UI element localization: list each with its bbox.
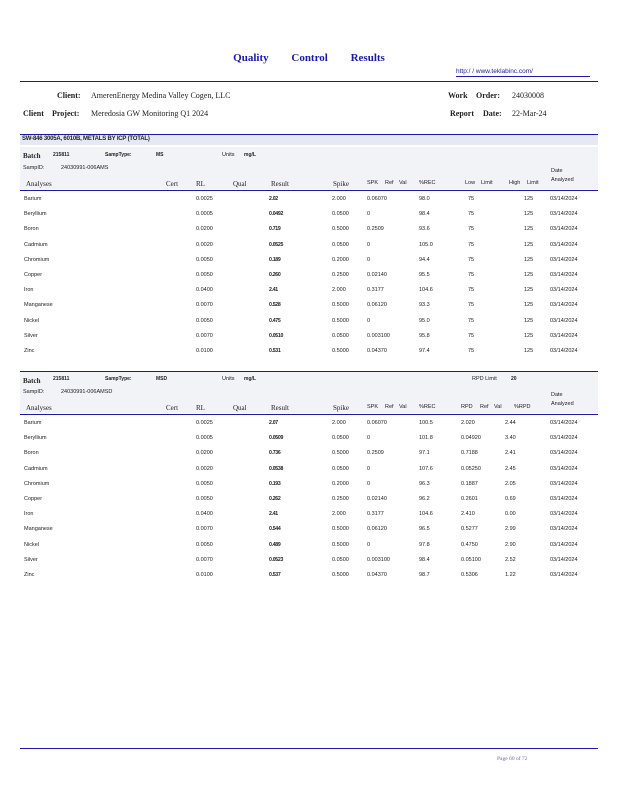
batch1-samptype-value: MS	[156, 152, 164, 158]
cell-rpd: 1.22	[505, 572, 516, 578]
cell-rl: 0.0025	[196, 196, 213, 202]
cell-date: 03/14/2024	[550, 435, 578, 442]
cell-high: 125	[524, 256, 534, 263]
cell-high: 125	[524, 348, 534, 354]
batch1-sampid-label: SampID:	[23, 165, 45, 171]
cell-spike: 0.5000	[332, 572, 349, 578]
cell-rpd: 2.44	[505, 420, 516, 426]
cell-result: 0.531	[269, 348, 281, 354]
batch2-units-value: mg/L	[244, 376, 256, 382]
cell-result: 0.489	[269, 541, 281, 548]
batch1-col-rl: RL	[196, 180, 205, 188]
cell-analyte: Chromium	[24, 480, 50, 487]
cell-rl: 0.0400	[196, 287, 213, 294]
project-value: Meredosia GW Monitoring Q1 2024	[91, 109, 209, 118]
cell-low: 75	[468, 226, 475, 233]
cell-rl: 0.0025	[196, 420, 213, 426]
cell-rpd: 0.69	[505, 496, 516, 502]
batch1-col-val: Val	[399, 180, 407, 186]
work-order-label-a: Work	[448, 91, 468, 100]
cell-rec: 97.1	[419, 450, 430, 457]
cell-analyte: Copper	[24, 496, 43, 502]
cell-rpd: 2.99	[505, 526, 516, 533]
batch2-col-rpd-ref: Ref	[480, 404, 489, 410]
cell-low: 75	[468, 272, 475, 278]
batch1-col-ref: Ref	[385, 180, 394, 186]
cell-rl: 0.0050	[196, 317, 213, 324]
cell-analyte: Beryllium	[24, 435, 47, 442]
cell-rec: 95.5	[419, 272, 430, 278]
cell-ref: 0	[367, 465, 371, 472]
cell-date: 03/14/2024	[550, 211, 578, 218]
batch1-units-value: mg/L	[244, 152, 256, 158]
batch2-rpd-limit-label: RPD Limit	[472, 376, 497, 382]
cell-spike: 0.2500	[332, 496, 349, 502]
batch2-col-val: Val	[399, 404, 407, 410]
cell-rec: 96.3	[419, 480, 430, 487]
cell-result: 0.736	[269, 450, 281, 457]
batch1-col-cert: Cert	[166, 180, 179, 188]
cell-rpd: 2.05	[505, 480, 516, 487]
cell-rl: 0.0070	[196, 556, 213, 563]
cell-rec: 95.0	[419, 317, 430, 324]
batch1-col-result: Result	[271, 180, 289, 188]
cell-date: 03/14/2024	[550, 241, 578, 248]
cell-high: 125	[524, 241, 534, 248]
cell-ref: 0	[367, 241, 371, 248]
cell-low: 75	[468, 287, 475, 294]
cell-rpd_ref: 0.2601	[461, 496, 478, 502]
report-date-label-b: Date:	[483, 109, 502, 118]
cell-date: 03/14/2024	[550, 480, 578, 487]
cell-analyte: Boron	[24, 226, 39, 233]
batch1-col-high: High	[509, 180, 521, 186]
batch1-batch-label: Batch	[23, 152, 41, 160]
cell-rl: 0.0005	[196, 435, 213, 442]
cell-analyte: Cadmium	[24, 241, 48, 248]
cell-ref: 0.3177	[367, 287, 384, 294]
cell-rl: 0.0005	[196, 211, 213, 218]
batch1-header-rule	[20, 190, 598, 191]
cell-analyte: Manganese	[24, 526, 53, 533]
cell-rpd: 2.52	[505, 556, 516, 563]
cell-rec: 104.6	[419, 511, 433, 518]
batch1-batch-value: 215811	[53, 152, 70, 158]
cell-rl: 0.0070	[196, 332, 213, 339]
cell-spike: 0.5000	[332, 526, 349, 533]
cell-result: 2.02	[269, 196, 278, 202]
cell-analyte: Chromium	[24, 256, 50, 263]
cell-rpd_ref: 0.5306	[461, 572, 478, 578]
method-section-bar	[20, 134, 598, 145]
cell-spike: 2.000	[332, 196, 346, 202]
cell-rpd: 0.00	[505, 511, 516, 518]
table-row	[20, 284, 598, 299]
cell-date: 03/14/2024	[550, 348, 578, 354]
cell-date: 03/14/2024	[550, 226, 578, 233]
cell-rec: 93.6	[419, 226, 430, 233]
cell-date: 03/14/2024	[550, 526, 578, 533]
table-row	[20, 463, 598, 478]
cell-spike: 0.5000	[332, 541, 349, 548]
table-row	[20, 330, 598, 345]
cell-rl: 0.0050	[196, 256, 213, 263]
cell-rl: 0.0200	[196, 450, 213, 457]
cell-rpd: 3.40	[505, 435, 516, 442]
cell-spike: 0.0500	[332, 332, 349, 339]
cell-low: 75	[468, 317, 475, 324]
cell-result: 0.0510	[269, 332, 284, 339]
cell-low: 75	[468, 332, 475, 339]
cell-spike: 2.000	[332, 287, 346, 294]
cell-result: 0.528	[269, 302, 281, 309]
cell-spike: 0.5000	[332, 348, 349, 354]
cell-ref: 0.06070	[367, 196, 387, 202]
cell-rec: 96.5	[419, 526, 430, 533]
cell-rec: 105.0	[419, 241, 433, 248]
cell-low: 75	[468, 256, 475, 263]
batch1-col-analyses: Analyses	[26, 180, 52, 188]
cell-result: 0.0525	[269, 241, 284, 248]
cell-ref: 0.04370	[367, 572, 387, 578]
cell-spike: 0.5000	[332, 317, 349, 324]
batch1-units-label: Units	[222, 152, 235, 158]
cell-rl: 0.0070	[196, 526, 213, 533]
table-row	[20, 554, 598, 569]
cell-rec: 97.8	[419, 541, 430, 548]
cell-analyte: Zinc	[24, 572, 35, 578]
cell-ref: 0.2509	[367, 450, 384, 457]
batch2-col-result: Result	[271, 404, 289, 412]
cell-analyte: Manganese	[24, 302, 53, 309]
project-label-a: Client	[23, 109, 44, 118]
cell-rec: 98.4	[419, 556, 430, 563]
cell-spike: 0.2500	[332, 272, 349, 278]
cell-analyte: Barium	[24, 196, 42, 202]
cell-low: 75	[468, 348, 475, 354]
batch2-samptype-value: MSD	[156, 376, 168, 382]
cell-analyte: Copper	[24, 272, 43, 278]
cell-result: 0.260	[269, 272, 281, 278]
client-label: Client:	[57, 91, 81, 100]
cell-rpd_ref: 0.5277	[461, 526, 478, 533]
cell-analyte: Iron	[24, 287, 34, 294]
cell-high: 125	[524, 226, 534, 233]
cell-analyte: Nickel	[24, 541, 39, 548]
cell-date: 03/14/2024	[550, 496, 578, 502]
cell-high: 125	[524, 196, 534, 202]
cell-rl: 0.0050	[196, 480, 213, 487]
cell-ref: 0	[367, 317, 371, 324]
cell-analyte: Cadmium	[24, 465, 48, 472]
cell-spike: 0.0500	[332, 556, 349, 563]
batch2-col-spk: SPK	[367, 404, 379, 410]
method-title: SW-846 3005A, 6010B, METALS BY ICP (TOTAL)	[22, 136, 150, 142]
cell-high: 125	[524, 317, 534, 324]
cell-rl: 0.0100	[196, 572, 213, 578]
cell-low: 75	[468, 302, 475, 309]
table-row	[20, 299, 598, 314]
cell-result: 0.475	[269, 317, 281, 324]
cell-analyte: Beryllium	[24, 211, 47, 218]
cell-rpd_ref: 0.05100	[461, 556, 481, 563]
table-row	[20, 239, 598, 254]
cell-rec: 96.2	[419, 496, 430, 502]
cell-rec: 93.3	[419, 302, 430, 309]
batch2-col-pct-rpd: %RPD	[514, 404, 531, 410]
table-row	[20, 315, 598, 330]
cell-ref: 0.06120	[367, 302, 387, 309]
cell-analyte: Boron	[24, 450, 39, 457]
client-value: AmerenEnergy Medina Valley Cogen, LLC	[91, 91, 231, 100]
batch2-col-analyses: Analyses	[26, 404, 52, 412]
cell-high: 125	[524, 332, 534, 339]
cell-result: 0.0509	[269, 435, 284, 442]
batch2-batch-label: Batch	[23, 377, 41, 385]
header-rule-top	[20, 81, 598, 82]
cell-date: 03/14/2024	[550, 196, 578, 202]
batch2-sampid-value: 24030991-006AMSD	[61, 389, 113, 395]
cell-rec: 98.0	[419, 196, 430, 202]
cell-rpd_ref: 2.410	[461, 511, 475, 518]
batch1-col-low: Low	[465, 180, 476, 186]
title-word: Results	[350, 52, 385, 64]
cell-date: 03/14/2024	[550, 572, 578, 578]
cell-rl: 0.0050	[196, 541, 213, 548]
batch2-sampid-label: SampID:	[23, 389, 45, 395]
batch1-col-qual: Qual	[233, 180, 247, 188]
cell-date: 03/14/2024	[550, 256, 578, 263]
report-date-label-a: Report	[450, 109, 474, 118]
cell-spike: 0.0500	[332, 211, 349, 218]
cell-analyte: Silver	[24, 332, 38, 339]
cell-rl: 0.0100	[196, 348, 213, 354]
cell-rec: 94.4	[419, 256, 430, 263]
cell-rl: 0.0070	[196, 302, 213, 309]
cell-result: 0.0523	[269, 556, 284, 563]
cell-high: 125	[524, 272, 534, 278]
batch2-col-cert: Cert	[166, 404, 179, 412]
cell-ref: 0.003100	[367, 556, 390, 563]
cell-date: 03/14/2024	[550, 287, 578, 294]
cell-result: 2.41	[269, 511, 278, 518]
cell-spike: 0.2000	[332, 256, 349, 263]
table-row	[20, 254, 598, 269]
cell-date: 03/14/2024	[550, 465, 578, 472]
website-link[interactable]: http:/ / www.teklabinc.com/	[456, 68, 590, 77]
cell-analyte: Zinc	[24, 348, 35, 354]
cell-rl: 0.0020	[196, 241, 213, 248]
cell-rpd_ref: 0.7188	[461, 450, 478, 457]
batch2-col-rec: %REC	[419, 404, 436, 410]
cell-date: 03/14/2024	[550, 541, 578, 548]
cell-spike: 0.0500	[332, 465, 349, 472]
cell-rpd: 2.41	[505, 450, 516, 457]
batch1-sampid-value: 24030991-006AMS	[61, 165, 109, 171]
table-row	[20, 478, 598, 493]
cell-result: 0.0538	[269, 465, 284, 472]
cell-date: 03/14/2024	[550, 511, 578, 518]
table-row	[20, 539, 598, 554]
batch2-col-qual: Qual	[233, 404, 247, 412]
batch1-col-spike: Spike	[333, 180, 349, 188]
cell-spike: 0.5000	[332, 450, 349, 457]
batch2-col-date1: Date	[551, 392, 563, 398]
cell-spike: 0.0500	[332, 241, 349, 248]
table-row	[20, 523, 598, 538]
cell-spike: 0.2000	[332, 480, 349, 487]
cell-rec: 104.6	[419, 287, 433, 294]
cell-ref: 0	[367, 211, 371, 218]
batch2-header-rule	[20, 414, 598, 415]
cell-rl: 0.0020	[196, 465, 213, 472]
cell-spike: 2.000	[332, 420, 346, 426]
work-order-label-b: Order:	[476, 91, 500, 100]
batch2-batch-value: 215811	[53, 376, 70, 382]
cell-spike: 0.5000	[332, 302, 349, 309]
cell-date: 03/14/2024	[550, 272, 578, 278]
cell-result: 0.537	[269, 572, 281, 578]
table-row	[20, 208, 598, 223]
cell-rpd_ref: 0.04920	[461, 435, 481, 442]
batch1-col-high-limit: Limit	[527, 180, 539, 186]
project-label-b: Project:	[52, 109, 80, 118]
cell-low: 75	[468, 241, 475, 248]
cell-low: 75	[468, 211, 475, 218]
cell-analyte: Silver	[24, 556, 38, 563]
cell-rec: 98.4	[419, 211, 430, 218]
cell-spike: 0.5000	[332, 226, 349, 233]
batch1-col-rec: %REC	[419, 180, 436, 186]
batch2-col-rpd: RPD	[461, 404, 473, 410]
batch2-units-label: Units	[222, 376, 235, 382]
cell-high: 125	[524, 211, 534, 218]
cell-rl: 0.0050	[196, 496, 213, 502]
cell-result: 0.262	[269, 496, 281, 502]
cell-low: 75	[468, 196, 475, 202]
work-order-value: 24030008	[512, 91, 544, 100]
batch2-col-rl: RL	[196, 404, 205, 412]
table-row	[20, 193, 598, 208]
cell-analyte: Barium	[24, 420, 42, 426]
table-row	[20, 223, 598, 238]
cell-rpd_ref: 0.4750	[461, 541, 478, 548]
cell-rec: 95.8	[419, 332, 430, 339]
cell-ref: 0.06070	[367, 420, 387, 426]
table-row	[20, 432, 598, 447]
cell-date: 03/14/2024	[550, 556, 578, 563]
cell-spike: 0.0500	[332, 435, 349, 442]
batch1-col-date2: Analyzed	[551, 177, 574, 183]
batch2-col-ref: Ref	[385, 404, 394, 410]
cell-result: 0.719	[269, 226, 281, 233]
cell-rec: 97.4	[419, 348, 430, 354]
cell-analyte: Iron	[24, 511, 34, 518]
title-word: Quality	[233, 52, 269, 64]
cell-result: 0.193	[269, 480, 281, 487]
cell-ref: 0.3177	[367, 511, 384, 518]
cell-date: 03/14/2024	[550, 302, 578, 309]
cell-date: 03/14/2024	[550, 420, 578, 426]
cell-ref: 0.02140	[367, 496, 387, 502]
cell-rl: 0.0200	[196, 226, 213, 233]
table-row	[20, 417, 598, 432]
cell-high: 125	[524, 302, 534, 309]
cell-result: 2.41	[269, 287, 278, 294]
batch2-col-date2: Analyzed	[551, 401, 574, 407]
table-row	[20, 569, 598, 584]
cell-ref: 0	[367, 480, 371, 487]
cell-ref: 0.003100	[367, 332, 390, 339]
cell-rpd_ref: 0.1887	[461, 480, 478, 487]
cell-result: 0.189	[269, 256, 281, 263]
cell-analyte: Nickel	[24, 317, 39, 324]
page-number: Page 60 of 72	[497, 756, 528, 762]
batch1-samptype-label: SampType:	[105, 152, 132, 158]
cell-rpd: 2.45	[505, 465, 516, 472]
cell-result: 2.07	[269, 420, 278, 426]
cell-rec: 98.7	[419, 572, 430, 578]
cell-ref: 0.06120	[367, 526, 387, 533]
cell-rpd_ref: 2.020	[461, 420, 475, 426]
cell-result: 0.0492	[269, 211, 284, 218]
table-row	[20, 345, 598, 360]
batch2-col-spike: Spike	[333, 404, 349, 412]
cell-rec: 100.5	[419, 420, 433, 426]
cell-ref: 0	[367, 256, 371, 263]
batch1-col-low-limit: Limit	[481, 180, 493, 186]
cell-ref: 0.04370	[367, 348, 387, 354]
cell-ref: 0	[367, 541, 371, 548]
table-row	[20, 493, 598, 508]
page-title	[0, 52, 618, 64]
cell-date: 03/14/2024	[550, 450, 578, 457]
table-row	[20, 269, 598, 284]
cell-result: 0.544	[269, 526, 281, 533]
table-row	[20, 447, 598, 462]
cell-rec: 107.6	[419, 465, 433, 472]
report-date-value: 22-Mar-24	[512, 109, 547, 118]
batch2-samptype-label: SampType:	[105, 376, 132, 382]
cell-high: 125	[524, 287, 534, 294]
cell-spike: 2.000	[332, 511, 346, 518]
cell-ref: 0	[367, 435, 371, 442]
title-word: Control	[291, 52, 328, 64]
cell-rl: 0.0400	[196, 511, 213, 518]
cell-rec: 101.8	[419, 435, 433, 442]
cell-date: 03/14/2024	[550, 332, 578, 339]
cell-rpd_ref: 0.05250	[461, 465, 481, 472]
batch1-col-date1: Date	[551, 168, 563, 174]
cell-rpd: 2.90	[505, 541, 516, 548]
batch2-col-rpd-val: Val	[494, 404, 502, 410]
cell-date: 03/14/2024	[550, 317, 578, 324]
cell-rl: 0.0050	[196, 272, 213, 278]
cell-ref: 0.02140	[367, 272, 387, 278]
batch1-col-spk: SPK	[367, 180, 379, 186]
batch2-rpd-limit-value: 20	[511, 376, 517, 382]
cell-ref: 0.2509	[367, 226, 384, 233]
table-row	[20, 508, 598, 523]
footer-rule	[20, 748, 598, 749]
